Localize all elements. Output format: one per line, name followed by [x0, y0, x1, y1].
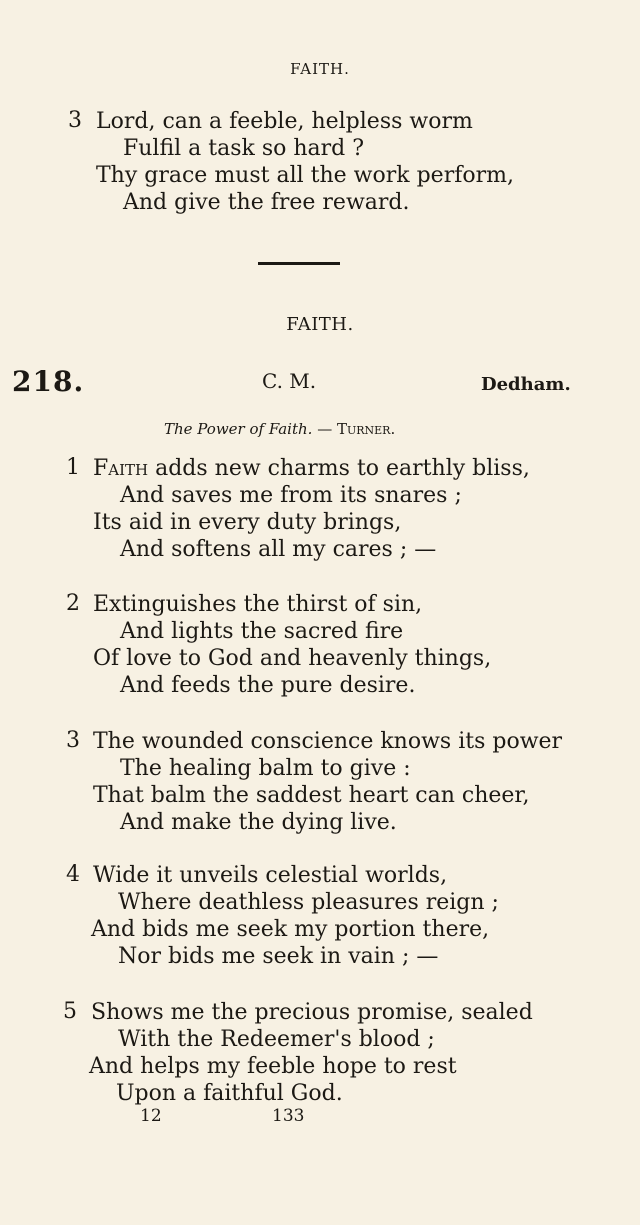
hymn-subtitle	[164, 420, 395, 438]
verse-line: The wounded conscience knows its power	[93, 729, 563, 754]
verse-line: Of love to God and heavenly things,	[93, 646, 492, 671]
verse-line	[93, 455, 530, 482]
verse-line: The healing balm to give :	[120, 756, 411, 781]
verse-line: And saves me from its snares ;	[120, 483, 462, 508]
subtitle-dash: —	[312, 420, 337, 438]
hymn-title: The Power of Faith.	[164, 420, 313, 438]
verse-line: Wide it unveils celestial worlds,	[93, 863, 448, 888]
tune-name: Dedham.	[481, 374, 571, 395]
first-line-rest: adds new charms to earthly bliss,	[148, 456, 530, 481]
verse-line: And feeds the pure desire.	[120, 673, 416, 698]
verse-line: Fulfil a task so hard ?	[123, 136, 365, 161]
verse-line: And helps my feeble hope to rest	[89, 1054, 457, 1079]
hymn-author: Turner.	[336, 420, 396, 438]
verse-line: Lord, can a feeble, helpless worm	[96, 109, 473, 134]
verse-line: And lights the sacred fire	[120, 619, 404, 644]
verse-line: Extinguishes the thirst of sin,	[93, 592, 423, 617]
verse-line: And softens all my cares ; —	[120, 537, 437, 562]
verse-line: That balm the saddest heart can cheer,	[93, 783, 530, 808]
verse-line: Its aid in every duty brings,	[93, 510, 402, 535]
hymn-meter: C. M.	[262, 369, 317, 393]
running-head: FAITH.	[290, 60, 350, 78]
stanza-number: 2	[66, 591, 80, 616]
verse-line: Where deathless pleasures reign ;	[118, 890, 499, 915]
hymn-number: 218.	[12, 365, 85, 398]
verse-line: Upon a faithful God.	[116, 1081, 343, 1106]
verse-line: With the Redeemer's blood ;	[118, 1027, 435, 1052]
verse-line: Nor bids me seek in vain ; —	[118, 944, 439, 969]
verse-line: Thy grace must all the work perform,	[96, 163, 514, 188]
verse-line: And make the dying live.	[120, 810, 397, 835]
verse-line: Shows me the precious promise, sealed	[91, 1000, 533, 1025]
verse-line: And bids me seek my portion there,	[91, 917, 490, 942]
stanza-number: 1	[66, 455, 80, 480]
stanza-number: 4	[66, 862, 80, 887]
verse-line: And give the free reward.	[123, 190, 410, 215]
page-number: 133	[272, 1106, 305, 1126]
signature-mark: 12	[140, 1106, 162, 1126]
stanza-number: 3	[66, 728, 80, 753]
section-divider	[258, 262, 340, 265]
stanza-number: 5	[63, 999, 77, 1024]
first-word: Faith	[93, 456, 149, 481]
stanza-number: 3	[68, 108, 82, 133]
section-title: FAITH.	[286, 314, 354, 335]
